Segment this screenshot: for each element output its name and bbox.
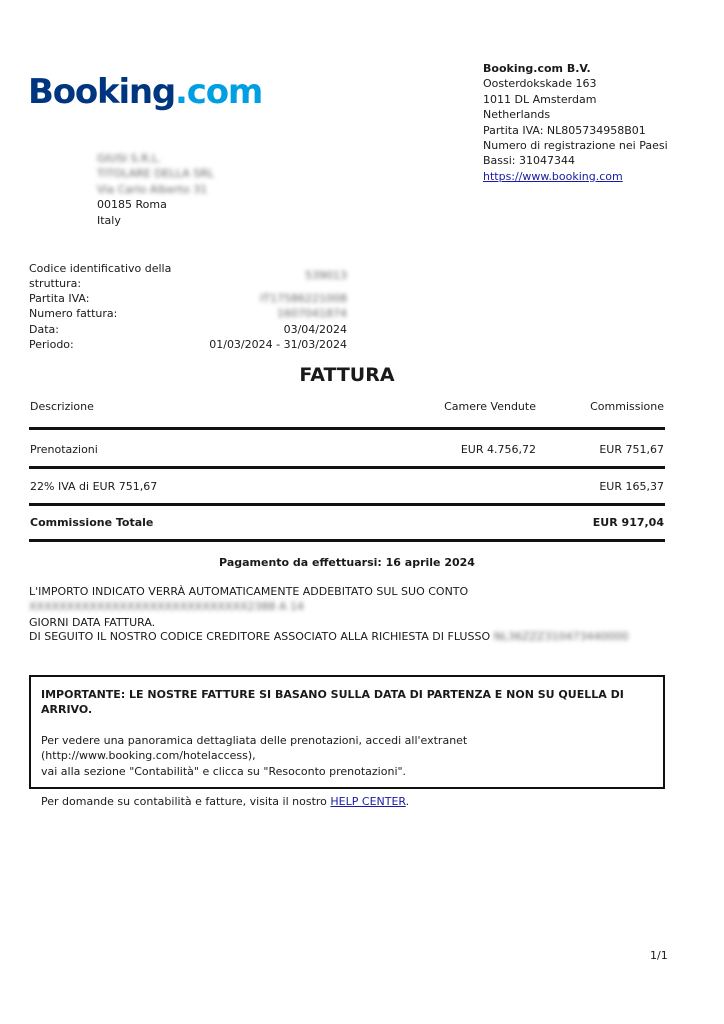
struct-id-label-line1: Codice identificativo della (29, 262, 172, 275)
vat-value: IT17586221008 (260, 292, 347, 305)
recipient-city: 00185 Roma (97, 198, 167, 212)
extranet-info-line1: Per vedere una panoramica dettagliata delle prenotazioni, accedi all'extranet (http://www.booking.com/hotelaccess), (41, 733, 468, 763)
period-label: Periodo: (29, 338, 74, 351)
company-address-line1: Oosterdokskade 163 (483, 77, 597, 91)
help-suffix: . (405, 795, 410, 809)
important-notice-box (29, 675, 665, 809)
row-bookings-desc: Prenotazioni (30, 443, 98, 456)
creditor-code: NL36ZZZ310473440000 (493, 630, 629, 643)
help-line (41, 794, 653, 809)
account-number: XXXXXXXXXXXXXXXXXXXXXXXXXXXXX2388 (29, 600, 276, 614)
struct-id-value: 539013 (305, 269, 347, 282)
row-vat-commission: EUR 165,37 (599, 480, 664, 493)
company-address-line2: 1011 DL Amsterdam (483, 92, 597, 106)
company-registration-line1: Numero di registrazione nei Paesi (483, 139, 668, 153)
table-rule (29, 539, 665, 542)
extranet-info-line2: vai alla sezione "Contabilità" e clicca su "Resoconto prenotazioni". (41, 764, 407, 778)
help-center-link[interactable]: HELP CENTER (330, 795, 406, 809)
creditor-text: DI SEGUITO IL NOSTRO CODICE CREDITORE ASSOCIATO ALLA RICHIESTA DI FLUSSO (29, 630, 491, 643)
invoice-number-label: Numero fattura: (29, 307, 118, 320)
autodebit-paragraph (29, 584, 669, 630)
recipient-line1: GIUSI S.R.L. (97, 152, 162, 165)
total-desc: Commissione Totale (30, 516, 154, 529)
table-rule (29, 427, 665, 430)
header-commission: Commissione (590, 400, 664, 413)
total-commission: EUR 917,04 (592, 516, 664, 529)
date-label: Data: (29, 323, 59, 336)
recipient-address (97, 151, 214, 228)
important-notice: IMPORTANTE: LE NOSTRE FATTURE SI BASANO SULLA DATA DI PARTENZA E NON SU QUELLA DI ARRIVO. (41, 688, 624, 717)
header-rooms-sold: Camere Vendute (444, 400, 536, 413)
invoice-title: FATTURA (299, 364, 395, 386)
invoice-number-value: 1607041874 (277, 307, 347, 320)
period-value: 01/03/2024 - 31/03/2024 (209, 338, 347, 351)
booking-logo (28, 72, 262, 112)
recipient-line3: Via Carlo Alberto 31 (97, 182, 208, 196)
page-number: 1/1 (650, 949, 668, 962)
row-bookings-commission: EUR 751,67 (599, 443, 664, 456)
struct-id-label-line2: struttura: (29, 277, 82, 291)
autodebit-text-line2: GIORNI DATA FATTURA. (29, 615, 156, 629)
company-vat: Partita IVA: NL805734958B01 (483, 123, 646, 137)
company-website-link[interactable]: https://www.booking.com (483, 169, 623, 183)
date-value: 03/04/2024 (283, 323, 347, 336)
company-country: Netherlands (483, 108, 551, 122)
autodebit-days: A 14 (279, 600, 305, 614)
vat-label: Partita IVA: (29, 292, 90, 305)
table-rule (29, 466, 665, 469)
recipient-country: Italy (97, 213, 121, 227)
row-vat-desc: 22% IVA di EUR 751,67 (30, 480, 158, 493)
payment-due: Pagamento da effettuarsi: 16 aprile 2024 (219, 556, 475, 569)
struct-id-label (29, 261, 179, 292)
help-prefix: Per domande su contabilità e fatture, visita il nostro (41, 795, 331, 809)
logo-part-booking: Booking (28, 72, 176, 112)
company-name: Booking.com B.V. (483, 62, 591, 75)
company-registration-line2: Bassi: 31047344 (483, 154, 575, 168)
logo-part-com: .com (175, 72, 263, 112)
recipient-line2: TITOLARE DELLA SRL (97, 167, 215, 181)
row-bookings-rooms: EUR 4.756,72 (460, 443, 536, 456)
header-description: Descrizione (30, 400, 94, 413)
company-address (483, 61, 668, 184)
creditor-paragraph (29, 629, 669, 644)
autodebit-text: L'IMPORTO INDICATO VERRÀ AUTOMATICAMENTE ADDEBITATO SUL SUO CONTO (29, 585, 469, 598)
table-rule (29, 503, 665, 506)
